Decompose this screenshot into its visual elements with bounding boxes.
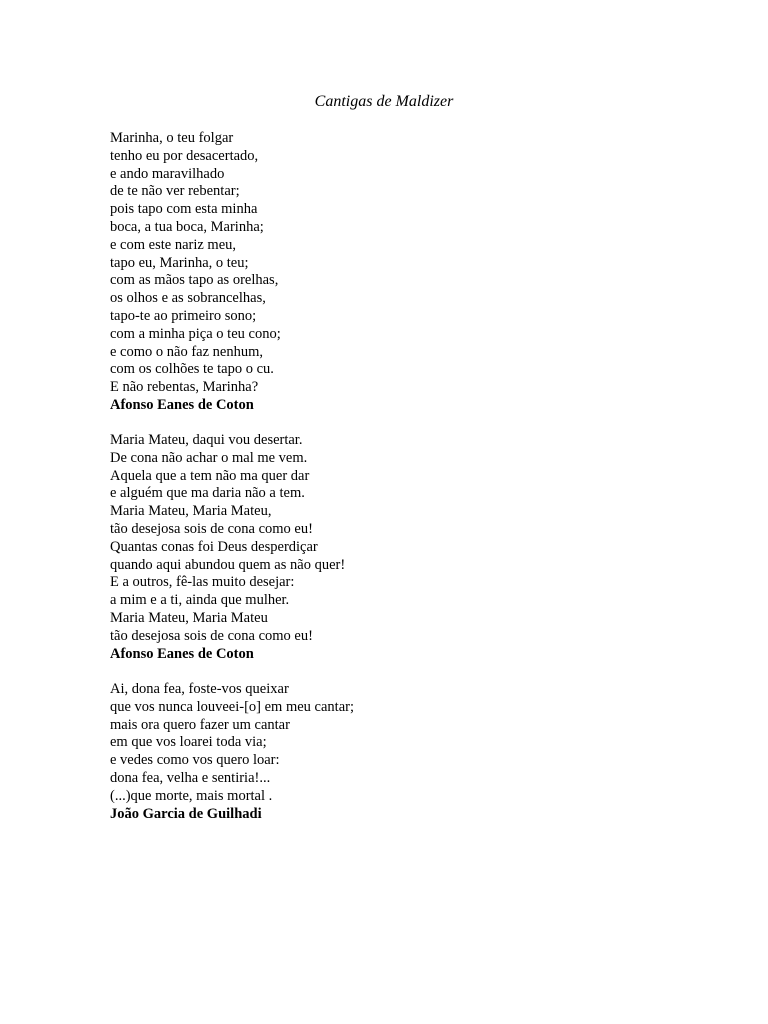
verse-line: Aquela que a tem não ma quer dar — [110, 467, 310, 484]
verse-line: Maria Mateu, Maria Mateu, — [110, 503, 272, 520]
verse-line: em que vos loarei toda via; — [110, 734, 267, 751]
verse-line: tenho eu por desacertado, — [110, 147, 259, 164]
verse-line: mais ora quero fazer um cantar — [110, 716, 290, 733]
verse-line: e alguém que ma daria não a tem. — [110, 485, 305, 502]
verse-line: e ando maravilhado — [110, 165, 225, 182]
verse-line: Maria Mateu, daqui vou desertar. — [110, 432, 303, 448]
verse-line: de te não ver rebentar; — [110, 183, 240, 200]
verse-line: Marinha, o teu folgar — [110, 130, 234, 146]
poem-author: Afonso Eanes de Coton — [110, 396, 254, 413]
verse-line: (...)que morte, mais mortal . — [110, 787, 273, 804]
verse-line: e vedes como vos quero loar: — [110, 752, 280, 769]
verse-line: e com este nariz meu, — [110, 236, 237, 253]
verse-line: tão desejosa sois de cona como eu! — [110, 627, 313, 644]
verse-line: que vos nunca louveei-[o] em meu cantar; — [110, 698, 354, 715]
verse-line: boca, a tua boca, Marinha; — [110, 218, 264, 235]
verse-line: dona fea, velha e sentiria!... — [110, 769, 271, 786]
verse-line: com os colhões te tapo o cu. — [110, 361, 274, 378]
poem-author: Afonso Eanes de Coton — [110, 645, 254, 662]
verse-line: tão desejosa sois de cona como eu! — [110, 520, 313, 537]
poem-3 — [110, 681, 354, 823]
verse-line: a mim e a ti, ainda que mulher. — [110, 592, 290, 609]
verse-line: e como o não faz nenhum, — [110, 343, 264, 360]
verse-line: De cona não achar o mal me vem. — [110, 449, 308, 466]
verse-line: Ai, dona fea, foste-vos queixar — [110, 681, 289, 697]
verse-line: quando aqui abundou quem as não quer! — [110, 556, 346, 573]
verse-line: pois tapo com esta minha — [110, 201, 258, 218]
verse-line: E não rebentas, Marinha? — [110, 379, 259, 396]
poem-author: João Garcia de Guilhadi — [110, 805, 262, 822]
verse-line: Quantas conas foi Deus desperdiçar — [110, 538, 318, 555]
verse-line: com as mãos tapo as orelhas, — [110, 272, 279, 289]
verse-line: tapo eu, Marinha, o teu; — [110, 254, 249, 271]
poem-1 — [110, 130, 281, 415]
verse-line: os olhos e as sobrancelhas, — [110, 290, 266, 307]
document-title: Cantigas de Maldizer — [314, 93, 454, 110]
poem-2 — [110, 432, 345, 663]
verse-line: Maria Mateu, Maria Mateu — [110, 609, 268, 626]
verse-line: tapo-te ao primeiro sono; — [110, 307, 257, 324]
verse-line: com a minha piça o teu cono; — [110, 325, 281, 342]
verse-line: E a outros, fê-las muito desejar: — [110, 574, 295, 591]
